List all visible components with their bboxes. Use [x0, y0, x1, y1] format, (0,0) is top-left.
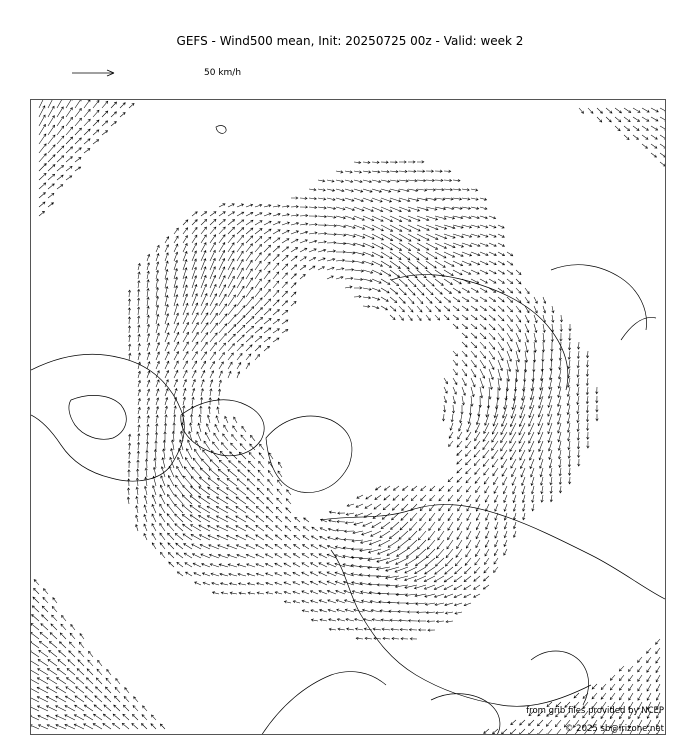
coastline-eurasia [321, 505, 666, 600]
coastline-africa [261, 672, 386, 735]
coastline-india [531, 651, 589, 705]
coastline-alaska [69, 395, 126, 439]
credit-copyright: © 2025 sb@irizone.net [564, 724, 664, 734]
coastline-canadian-archipelago [181, 400, 264, 456]
coastline-arabia [431, 694, 500, 735]
coastline-siberia [391, 275, 568, 390]
coastline-north-america [31, 354, 184, 481]
scale-label: 50 km/h [204, 68, 242, 78]
map-title: GEFS - Wind500 mean, Init: 20250725 00z - Valid: week 2 [176, 34, 524, 48]
coastline-japan [621, 317, 656, 340]
coastline-europe [331, 550, 591, 706]
wind-vector-field [31, 100, 666, 735]
credit-source: from grib files provided by NCEP [526, 706, 664, 716]
coastline-east-asia [551, 265, 647, 330]
coastline-small-islands [216, 126, 226, 134]
scale-arrow-icon [70, 67, 120, 81]
coastline-greenland [266, 416, 352, 492]
wind-map [30, 99, 666, 735]
